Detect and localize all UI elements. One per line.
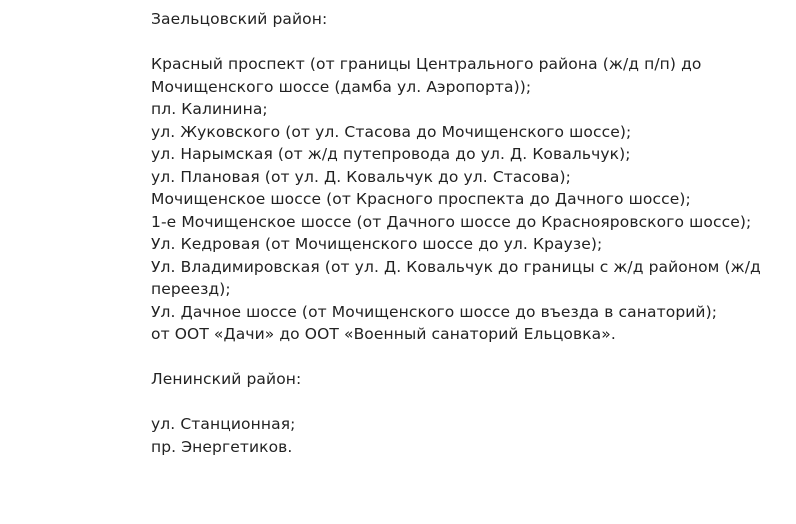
section-heading-leninsky: Ленинский район:: [151, 370, 302, 388]
list-item: ул. Жуковского (от ул. Стасова до Мочищенского шоссе);: [151, 122, 632, 141]
section-heading-zaeltsovsky: Заельцовский район:: [151, 10, 328, 28]
list-item: 1-е Мочищенское шоссе (от Дачного шоссе до Краснояровского шоссе);: [151, 212, 752, 231]
list-item: ул. Нарымская (от ж/д путепровода до ул. Д. Ковальчук);: [151, 145, 631, 163]
list-item: Ул. Владимировская (от ул. Д. Ковальчук до границы с ж/д районом (ж/д переезд);: [151, 257, 761, 298]
list-item: Мочищенское шоссе (от Красного проспекта до Дачного шоссе);: [151, 190, 691, 208]
document-body: [151, 8, 771, 481]
street-list-zaeltsovsky: [151, 53, 771, 346]
list-item: Ул. Дачное шоссе (от Мочищенского шоссе до въезда в санаторий);: [151, 302, 718, 321]
list-item: от ООТ «Дачи» до ООТ «Военный санаторий Ельцовка».: [151, 325, 616, 343]
list-item: пл. Калинина;: [151, 100, 268, 118]
list-item: пр. Энергетиков.: [151, 437, 293, 456]
list-item: ул. Станционная;: [151, 415, 296, 433]
list-item: Ул. Кедровая (от Мочищенского шоссе до ул. Краузе);: [151, 235, 603, 253]
list-item: Красный проспект (от границы Центрального района (ж/д п/п) до Мочищенского шоссе (дамба ул. Аэропорта));: [151, 55, 702, 96]
list-item: ул. Плановая (от ул. Д. Ковальчук до ул. Стасова);: [151, 167, 571, 186]
street-list-leninsky: [151, 413, 771, 458]
